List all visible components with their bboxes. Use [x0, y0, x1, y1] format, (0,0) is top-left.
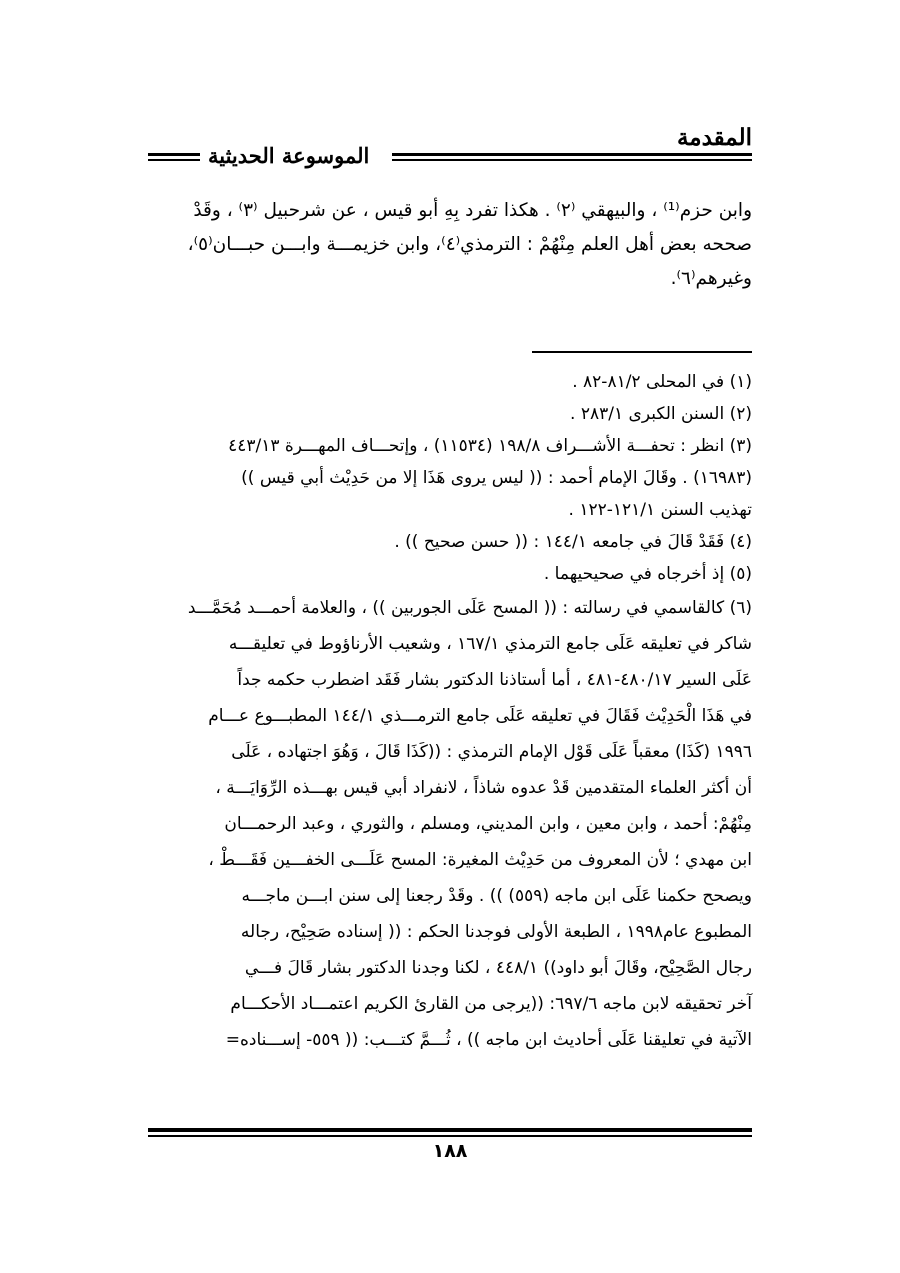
- footnote-line: تهذيب السنن ١٢١/١-١٢٢ .: [568, 500, 752, 520]
- body-line: وابن حزم⁽¹⁾ ، والبيهقي ⁽٢⁾ . هكذا تفرد بِهِ أبو قيس ، عن شرحبيل ⁽٣⁾ ، وقَدْ: [193, 200, 752, 221]
- footnotes: [148, 372, 752, 1132]
- body-paragraph: [148, 188, 752, 318]
- footnote-line: رجال الصَّحِيْح، وقَالَ أبو داود)) ٤٤٨/١ ، لكنا وجدنا الدكتور بشار قَالَ فـــي: [244, 958, 752, 978]
- footnote-line: (٦) كالقاسمي في رسالته : (( المسح عَلَى الجوربين )) ، والعلامة أحمـــد مُحَمَّـــد: [187, 598, 752, 618]
- footnote-line: الآتية في تعليقنا عَلَى أحاديث ابن ماجه )) ، ثُـــمَّ كتـــب: (( ٥٥٩- إســـناده=: [225, 1030, 752, 1050]
- body-line: صححه بعض أهل العلم مِنْهُمْ : الترمذي⁽٤⁾، وابن خزيمـــة وابـــن حبـــان⁽٥⁾،: [187, 234, 752, 255]
- header-rule-right-thin: [392, 159, 752, 161]
- footnote-line: (١٦٩٨٣) . وقَالَ الإمام أحمد : (( ليس يروى هَذَا إلا من حَدِيْث أبي قيس )): [241, 468, 752, 488]
- header-rule-right-thick: [392, 153, 752, 156]
- book-title: الموسوعة الحديثية: [208, 143, 370, 168]
- footnote-line: ابن مهدي ؛ لأن المعروف من حَدِيْث المغيرة: المسح عَلَـــى الخفـــين فَقَـــطْ ،: [208, 850, 752, 870]
- header-rule-left-thick: [148, 153, 200, 156]
- footnote-line: في هَذَا الْحَدِيْث فَقَالَ في تعليقه عَلَى جامع الترمـــذي ١٤٤/١ المطبـــوع عـــام: [208, 706, 752, 726]
- footnote-line: عَلَى السير ٤٨٠/١٧-٤٨١ ، أما أستاذنا الدكتور بشار فَقَد اضطرب حكمه جداً: [237, 670, 752, 690]
- footnote-line: (٢) السنن الكبرى ٢٨٣/١ .: [570, 404, 752, 424]
- footnote-line: شاكر في تعليقه عَلَى جامع الترمذي ١٦٧/١ ، وشعيب الأرناؤوط في تعليقـــه: [228, 634, 752, 654]
- section-title: المقدمة: [676, 124, 752, 151]
- footnote-line: (٤) فَقَدْ قَالَ في جامعه ١٤٤/١ : (( حسن صحيح )) .: [394, 532, 752, 552]
- footnote-line: (٣) انظر : تحفـــة الأشـــراف ١٩٨/٨ (١١٥٣٤) ، وإتحـــاف المهـــرة ٤٤٣/١٣: [228, 436, 752, 456]
- footnote-line: ويصحح حكمنا عَلَى ابن ماجه (٥٥٩) )) . وقَدْ رجعنا إلى سنن ابـــن ماجـــه: [241, 886, 752, 906]
- body-line: وغيرهم⁽٦⁾.: [670, 268, 752, 289]
- footnote-line: ١٩٩٦ (كَذَا) معقباً عَلَى قَوْل الإمام الترمذي : ((كَذَا قَالَ ، وَهُوَ اجتهاده ، عَلَى: [231, 742, 752, 762]
- page-number: ١٨٨: [432, 1140, 468, 1162]
- footer-rule-thin: [148, 1135, 752, 1137]
- footnote-line: (١) في المحلى ٨١/٢-٨٢ .: [572, 372, 752, 392]
- footer-rule-thick: [148, 1128, 752, 1132]
- footnote-line: أن أكثر العلماء المتقدمين قَدْ عدوه شاذاً ، لانفراد أبي قيس بهـــذه الرِّوَايَـــة ،: [215, 778, 752, 798]
- footnote-line: مِنْهُمْ: أحمد ، وابن معين ، وابن المديني، ومسلم ، والثوري ، وعبد الرحمـــان: [224, 814, 752, 834]
- footnote-separator: [532, 351, 752, 353]
- footnote-line: آخر تحقيقه لابن ماجه ٦٩٧/٦: ((يرجى من القارئ الكريم اعتمـــاد الأحكـــام: [230, 994, 752, 1014]
- header-rule-left-thin: [148, 159, 200, 161]
- footnote-line: المطبوع عام١٩٩٨ ، الطبعة الأولى فوجدنا الحكم : (( إسناده صَحِيْح، رجاله: [240, 922, 752, 942]
- footnote-line: (٥) إذ أخرجاه في صحيحيهما .: [543, 564, 752, 584]
